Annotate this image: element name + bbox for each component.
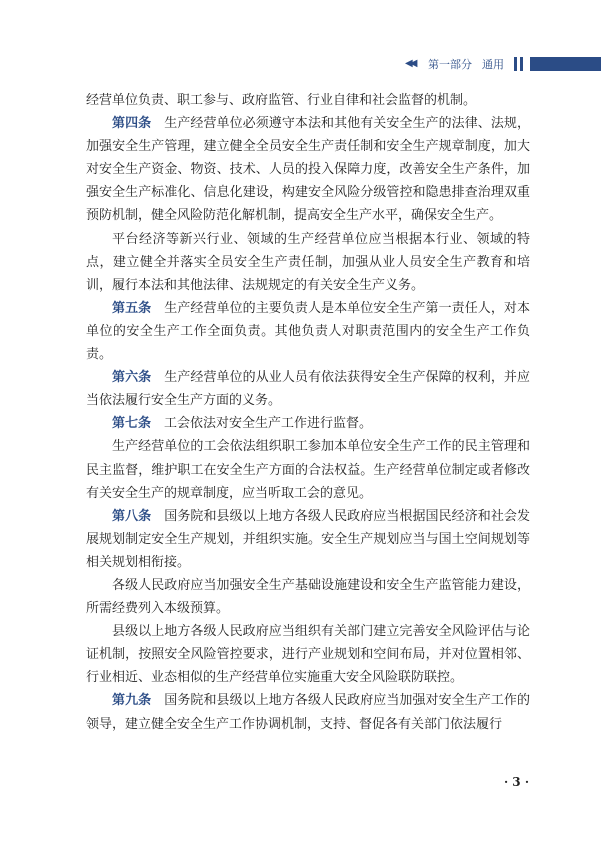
- paragraph-text: 国务院和县级以上地方各级人民政府应当加强对安全生产工作的领导，建立健全安全生产工作协调机制，支持、督促各有关部门依法履行: [86, 693, 530, 732]
- page-number: · 3 ·: [503, 775, 529, 789]
- header-color-block: [530, 57, 601, 71]
- article-label: 第六条: [112, 370, 152, 386]
- paragraph: [86, 112, 530, 227]
- paragraph: [86, 574, 530, 620]
- paragraph-text: 平台经济等新兴行业、领域的生产经营单位应当根据本行业、领域的特点，建立健全并落实全员安全生产责任制，加强从业人员安全生产教育和培训，履行本法和其他法律、法规规定的有关安全生产义务。: [86, 231, 530, 293]
- header-section: 通用: [482, 58, 504, 71]
- article-label: 第七条: [112, 416, 152, 432]
- double-left-arrow-icon: ◀◀: [405, 58, 415, 69]
- paragraph: [86, 689, 530, 735]
- paragraph-text: 县级以上地方各级人民政府应当组织有关部门建立完善安全风险评估与论证机制，按照安全风险管控要求，进行产业规划和空间布局，并对位置相邻、行业相近、业态相似的生产经营单位实施重大安全风险联防联控。: [86, 624, 530, 686]
- paragraph: [86, 297, 530, 366]
- paragraph-text: 工会依法对安全生产工作进行监督。: [164, 416, 373, 432]
- paragraph: [86, 366, 530, 412]
- paragraph: [86, 412, 530, 435]
- paragraph-text: 生产经营单位的从业人员有依法获得安全生产保障的权利，并应当依法履行安全生产方面的义务。: [86, 370, 530, 409]
- paragraph-text: 经营单位负责、职工参与、政府监管、行业自律和社会监督的机制。: [86, 93, 477, 108]
- paragraph: [86, 505, 530, 574]
- header-part: 第一部分: [428, 58, 472, 71]
- paragraph-text: 生产经营单位必须遵守本法和其他有关安全生产的法律、法规，加强安全生产管理，建立健全全员安全生产责任制和安全生产规章制度，加大对安全生产资金、物资、技术、人员的投入保障力度，改善安全生产条件，加强安全生产标准化、信息化建设，构建安全风险分级管控和隐患排查治理双重预防机制，健全风险防范化解机制，提高安全生产水平，确保安全生产。: [86, 116, 530, 224]
- paragraph: [86, 620, 530, 689]
- article-label: 第八条: [112, 508, 152, 524]
- article-label: 第四条: [112, 116, 152, 132]
- paragraph-text: 生产经营单位的工会依法组织职工参加本单位安全生产工作的民主管理和民主监督，维护职工在安全生产方面的合法权益。生产经营单位制定或者修改有关安全生产的规章制度，应当听取工会的意见。: [86, 439, 530, 501]
- paragraph: [86, 89, 530, 112]
- running-header: [0, 56, 601, 72]
- paragraph-text: 国务院和县级以上地方各级人民政府应当根据国民经济和社会发展规划制定安全生产规划，并组织实施。安全生产规划应当与国土空间规划等相关规划相衔接。: [86, 508, 530, 570]
- body-text: [86, 89, 530, 736]
- article-label: 第九条: [112, 693, 152, 709]
- article-label: 第五条: [112, 300, 152, 316]
- paragraph-text: 各级人民政府应当加强安全生产基础设施建设和安全生产监管能力建设，所需经费列入本级预算。: [86, 577, 530, 617]
- paragraph: [86, 435, 530, 504]
- paragraph: [86, 228, 530, 297]
- paragraph-text: 生产经营单位的主要负责人是本单位安全生产第一责任人，对本单位的安全生产工作全面负责。其他负责人对职责范围内的安全生产工作负责。: [86, 300, 530, 363]
- header-label: [428, 56, 504, 72]
